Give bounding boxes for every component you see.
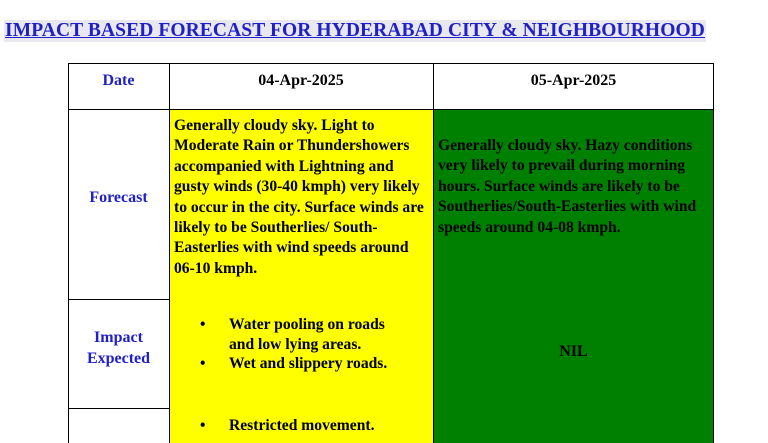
impact-label	[68, 327, 169, 369]
forecast-day1-text: Generally cloudy sky. Light to Moderate Rain or Thundershowers accompanied with Lightning and gusty winds (30-40 kmph) very likely to occur in the city. Surface winds are likely to be Southerlies/ South-Easterlies with wind speeds around 06-10 kmph.	[174, 117, 424, 277]
next-row-day1-list	[200, 416, 400, 436]
forecast-row-border	[68, 299, 169, 300]
label-column-border	[169, 63, 170, 443]
impact-day1-list	[200, 315, 400, 374]
page-title: IMPACT BASED FORECAST FOR HYDERABAD CITY & NEIGHBOURHOOD	[5, 20, 705, 41]
date-header-label: Date	[102, 72, 135, 89]
impact-row-border	[68, 408, 169, 409]
forecast-day2-text: Generally cloudy sky. Hazy conditions very likely to prevail during morning hours. Surface winds are likely to be Southerlies/South-Easterlies with wind speeds around 04-08 kmph.	[438, 137, 697, 236]
impact-label-line1: Impact	[94, 329, 143, 346]
day-column-border	[433, 63, 434, 443]
list-item: • Restricted movement.	[200, 416, 400, 436]
impact-day2-nil: NIL	[559, 343, 588, 360]
header-bottom-border	[68, 109, 714, 110]
table-left-border	[68, 63, 69, 443]
impact-label-line2: Expected	[86, 350, 151, 367]
forecast-label: Forecast	[89, 189, 148, 206]
list-item: • Water pooling on roads and low lying areas.	[200, 315, 400, 354]
list-item: • Wet and slippery roads.	[200, 354, 400, 374]
table-top-border	[68, 63, 714, 64]
date-day2: 05-Apr-2025	[530, 72, 617, 89]
forecast-table	[68, 63, 714, 443]
table-right-border	[713, 63, 714, 443]
date-day1: 04-Apr-2025	[258, 72, 344, 89]
